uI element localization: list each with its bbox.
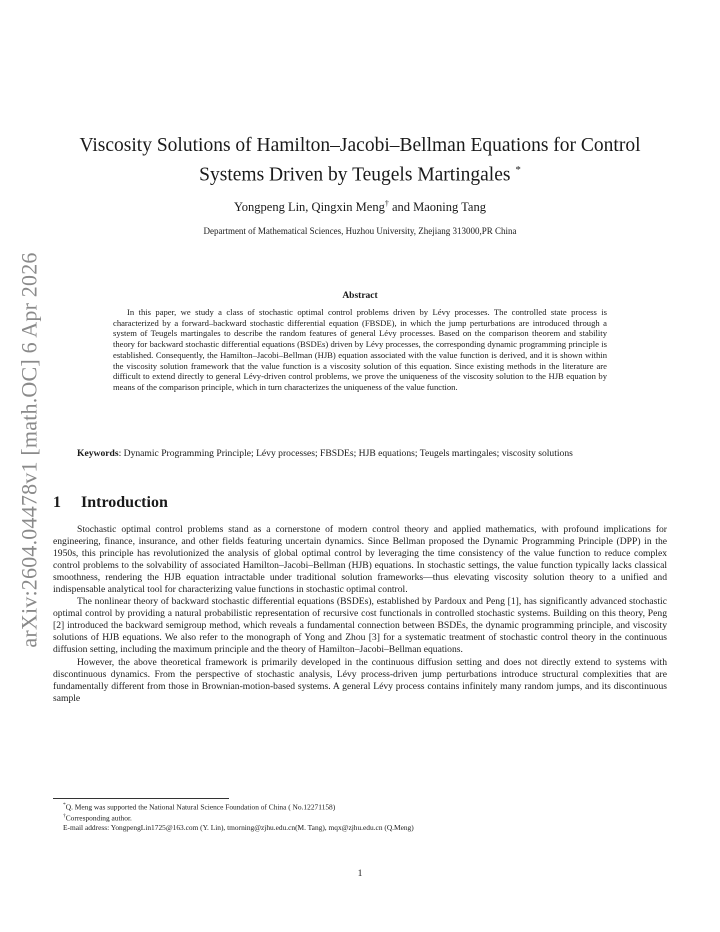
funding-footnote-mark: *	[63, 802, 66, 808]
footnotes	[53, 801, 667, 833]
funding-footnote-text: Q. Meng was supported the National Natural Science Foundation of China ( No.12271158)	[65, 802, 336, 812]
authors-tail: and Maoning Tang	[388, 200, 486, 215]
body-paragraph: Stochastic optimal control problems stand as a cornerstone of modern control theory and applied mathematics, with profound implications for engineering, finance, insurance, and other fields featuring uncertain dynamics. Since Bellman proposed the Dynamic Programming Principle (DPP) in the 1950s, this principle has revolutionized the analysis of global optimal control by leveraging the time consistency of the value function to reduce complex control problems to the solvability of associated Hamilton–Jacobi–Bellman (HJB) equations. In stochastic settings, the value function typically lacks classical smoothness, rendering the HJB equation intractable under traditional solution frameworks—thus elevating viscosity solution theory to a unified and indispensable analytical tool for characterizing value functions in stochastic optimal control.	[53, 524, 667, 596]
funding-footnote	[53, 801, 667, 812]
authors-text: Yongpeng Lin, Qingxin Meng	[234, 200, 385, 215]
author-list	[60, 199, 660, 215]
keywords	[53, 448, 667, 460]
corresponding-footnote-mark: †	[63, 813, 66, 820]
arxiv-identifier-stamp	[10, 250, 50, 650]
keywords-list: : Dynamic Programming Principle; Lévy processes; FBSDEs; HJB equations; Teugels martingales; viscosity solutions	[118, 448, 573, 459]
paper-title	[60, 133, 660, 188]
section-number: 1	[53, 494, 61, 511]
affiliation: Department of Mathematical Sciences, Huzhou University, Zhejiang 313000,PR China	[203, 226, 517, 236]
body-paragraph: The nonlinear theory of backward stochastic differential equations (BSDEs), established by Pardoux and Peng [1], has significantly advanced stochastic optimal control by providing a natural probabilistic representation of recursive cost functionals in controlled stochastic systems. Building on this theory, Peng [2] introduced the backward semigroup method, which reveals a fundamental connection between BSDEs, the dynamic programming principle, and viscosity solutions of HJB equations. We also refer to the monograph of Yong and Zhou [3] for a systematic treatment of stochastic control theory in the continuous diffusion setting, including the maximum principle and the theory of Hamilton–Jacobi–Bellman equations.	[53, 596, 667, 656]
corresponding-footnote-text: Corresponding author.	[65, 813, 132, 823]
footnote-rule	[53, 798, 229, 799]
corresponding-footnote	[53, 812, 667, 823]
introduction-body	[53, 524, 667, 705]
page-number: 1	[357, 868, 363, 879]
title-footnote-mark: *	[515, 164, 521, 176]
section-title: Introduction	[81, 494, 168, 511]
email-footnote: E-mail address: YongpengLin1725@163.com (Y. Lin), tmorning@zjhu.edu.cn(M. Tang), mqx@zjhu.edu.cn (Q.Meng)	[63, 823, 414, 833]
paper-title-text: Viscosity Solutions of Hamilton–Jacobi–Bellman Equations for Control Systems Driven by Teugels Martingales	[79, 135, 641, 186]
keywords-label: Keywords	[77, 448, 119, 459]
abstract-text: In this paper, we study a class of stochastic optimal control problems driven by Lévy processes. The controlled state process is characterized by a forward–backward stochastic differential equation (FBSDE), in which the jump perturbations are introduced through a system of Teugels martingales to describe the random features of general Lévy processes. Based on the comparison theorem and stability theory for backward stochastic differential equations (BSDEs) driven by Lévy processes, the corresponding dynamic programming principle is established. Consequently, the Hamilton–Jacobi–Bellman (HJB) equation associated with the value function is derived, and it is shown within the viscosity solution framework that the value function is a viscosity solution of this equation. Since existing methods in the literature are difficult to extend directly to general Lévy-driven control problems, we prove the uniqueness of the viscosity solution to the HJB equation by means of the comparison principle, which in turn characterizes the uniqueness of the value function.	[113, 307, 607, 392]
abstract-heading: Abstract	[342, 291, 378, 301]
section-heading	[53, 494, 168, 512]
body-paragraph: However, the above theoretical framework is primarily developed in the continuous diffusion setting and does not directly extend to systems with discontinuous dynamics. From the perspective of stochastic analysis, Lévy process-driven jump perturbations introduce structural complexities that are fundamentally different from those in Brownian-motion-based systems. A general Lévy process contains infinitely many random jumps, and its discontinuous sample	[53, 656, 667, 704]
corresponding-author-mark: †	[384, 199, 389, 208]
arxiv-identifier-text: arXiv:2604.04478v1 [math.OC] 6 Apr 2026	[17, 252, 42, 648]
